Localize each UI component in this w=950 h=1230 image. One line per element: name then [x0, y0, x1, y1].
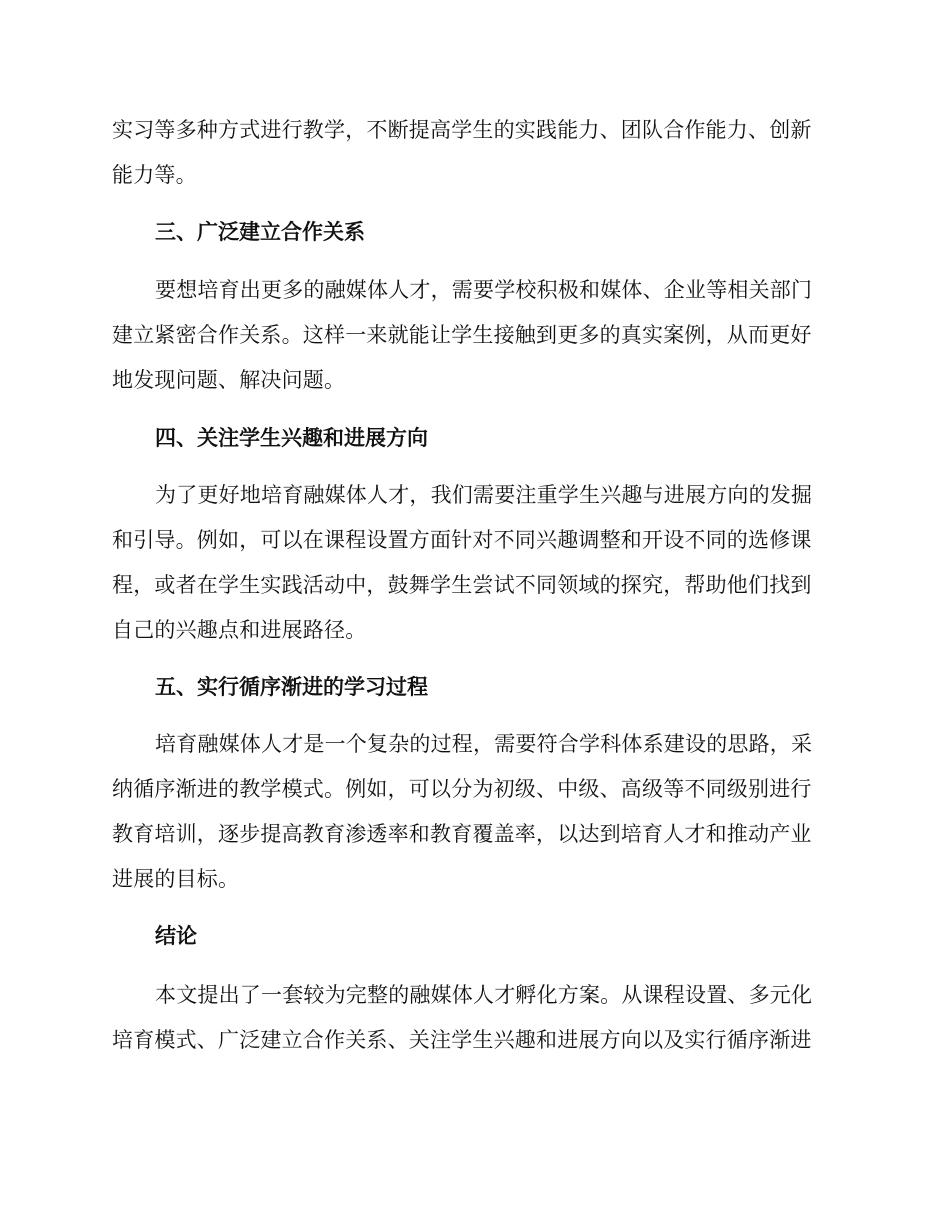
- paragraph-line: 地发现问题、解决问题。: [112, 368, 346, 392]
- section-heading-5: 五、实行循序渐进的学习过程: [155, 675, 428, 699]
- paragraph-line: 为了更好地培育融媒体人才，我们需要注重学生兴趣与进展方向的发掘: [155, 483, 813, 507]
- paragraph-line: 建立紧密合作关系。这样一来就能让学生接触到更多的真实案例，从而更好: [112, 323, 812, 347]
- paragraph-line: 纳循序渐进的教学模式。例如，可以分为初级、中级、高级等不同级别进行: [112, 777, 812, 801]
- section-heading-3: 三、广泛建立合作关系: [155, 220, 365, 244]
- paragraph-line: 教育培训，逐步提高教育渗透率和教育覆盖率，以达到培育人才和推动产业: [112, 822, 812, 846]
- paragraph-line: 程，或者在学生实践活动中，鼓舞学生尝试不同领域的探究，帮助他们找到: [112, 573, 812, 597]
- conclusion-heading: 结论: [155, 924, 197, 948]
- paragraph-line: 实习等多种方式进行教学，不断提高学生的实践能力、团队合作能力、创新: [112, 118, 812, 142]
- paragraph-line: 能力等。: [112, 163, 197, 187]
- paragraph-line: 要想培育出更多的融媒体人才，需要学校积极和媒体、企业等相关部门: [155, 278, 813, 302]
- paragraph-line: 自己的兴趣点和进展路径。: [112, 618, 367, 642]
- paragraph-line: 进展的目标。: [112, 867, 240, 891]
- section-heading-4: 四、关注学生兴趣和进展方向: [155, 426, 428, 450]
- paragraph-line: 本文提出了一套较为完整的融媒体人才孵化方案。从课程设置、多元化: [155, 983, 813, 1007]
- paragraph-line: 培育融媒体人才是一个复杂的过程，需要符合学科体系建设的思路，采: [155, 732, 813, 756]
- paragraph-line: 培育模式、广泛建立合作关系、关注学生兴趣和进展方向以及实行循序渐进: [112, 1028, 812, 1052]
- paragraph-line: 和引导。例如，可以在课程设置方面针对不同兴趣调整和开设不同的选修课: [112, 528, 812, 552]
